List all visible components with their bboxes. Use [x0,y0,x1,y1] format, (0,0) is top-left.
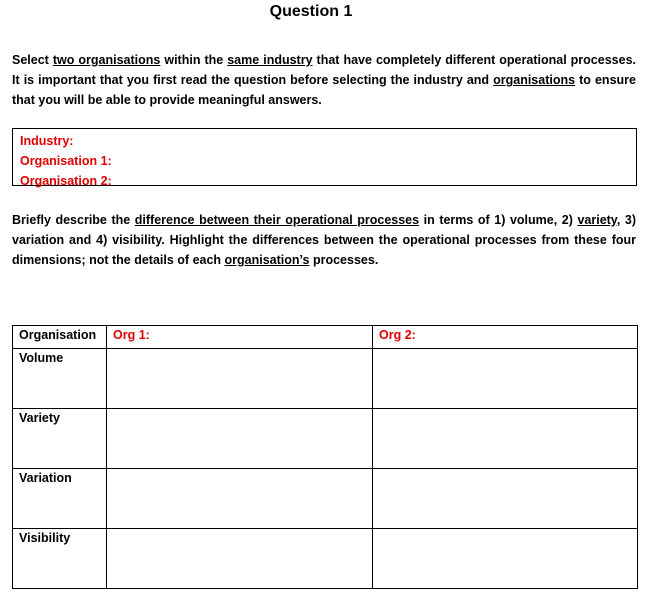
row-label-visibility: Visibility [13,529,107,589]
intro-organisations: organisations [493,73,576,87]
row-label-variation: Variation [13,469,107,529]
intro-same-industry: same industry [227,53,313,67]
intro-paragraph [12,50,636,110]
cell-visibility-org2[interactable] [373,529,638,589]
industry-label: Industry: [20,134,74,148]
table-row [13,469,638,529]
instructions-text: in terms of 1) volume, 2) [419,213,578,227]
instructions-paragraph [12,210,636,270]
organisation-info-box[interactable] [12,128,637,186]
instructions-variety: variety, [577,213,621,227]
intro-text: that have completely different operational processes. It is important that you first read the question before selecting the industry and [12,53,636,87]
comparison-table [12,325,638,589]
table-row [13,409,638,469]
cell-volume-org2[interactable] [373,349,638,409]
cell-variety-org1[interactable] [107,409,373,469]
intro-text: Select [12,53,53,67]
intro-text: within the [160,53,228,67]
row-label-variety: Variety [13,409,107,469]
instructions-organisations: organisation’s [224,253,310,267]
instructions-text: Briefly describe the [12,213,135,227]
header-org-2: Org 2: [373,326,638,349]
organisation-1-label: Organisation 1: [20,154,112,168]
cell-volume-org1[interactable] [107,349,373,409]
cell-visibility-org1[interactable] [107,529,373,589]
instructions-text: 3) variation and 4) visibility. Highlight the differences between the operational processes from these four dimensions; not the details of each [12,213,636,267]
instructions-text: processes. [309,253,379,267]
header-org-1: Org 1: [107,326,373,349]
row-label-volume: Volume [13,349,107,409]
organisation-2-label: Organisation 2: [20,174,112,188]
cell-variety-org2[interactable] [373,409,638,469]
cell-variation-org1[interactable] [107,469,373,529]
table-row [13,529,638,589]
table-header-row [13,326,638,349]
intro-two-organisations: two organisations [52,53,161,67]
table-row [13,349,638,409]
header-organisation: Organisation [13,326,107,349]
question-title: Question 1 [269,3,353,20]
cell-variation-org2[interactable] [373,469,638,529]
intro-text: to ensure that you will be able to provide meaningful answers. [12,73,636,107]
instructions-difference: difference between their operational processes [134,213,420,227]
